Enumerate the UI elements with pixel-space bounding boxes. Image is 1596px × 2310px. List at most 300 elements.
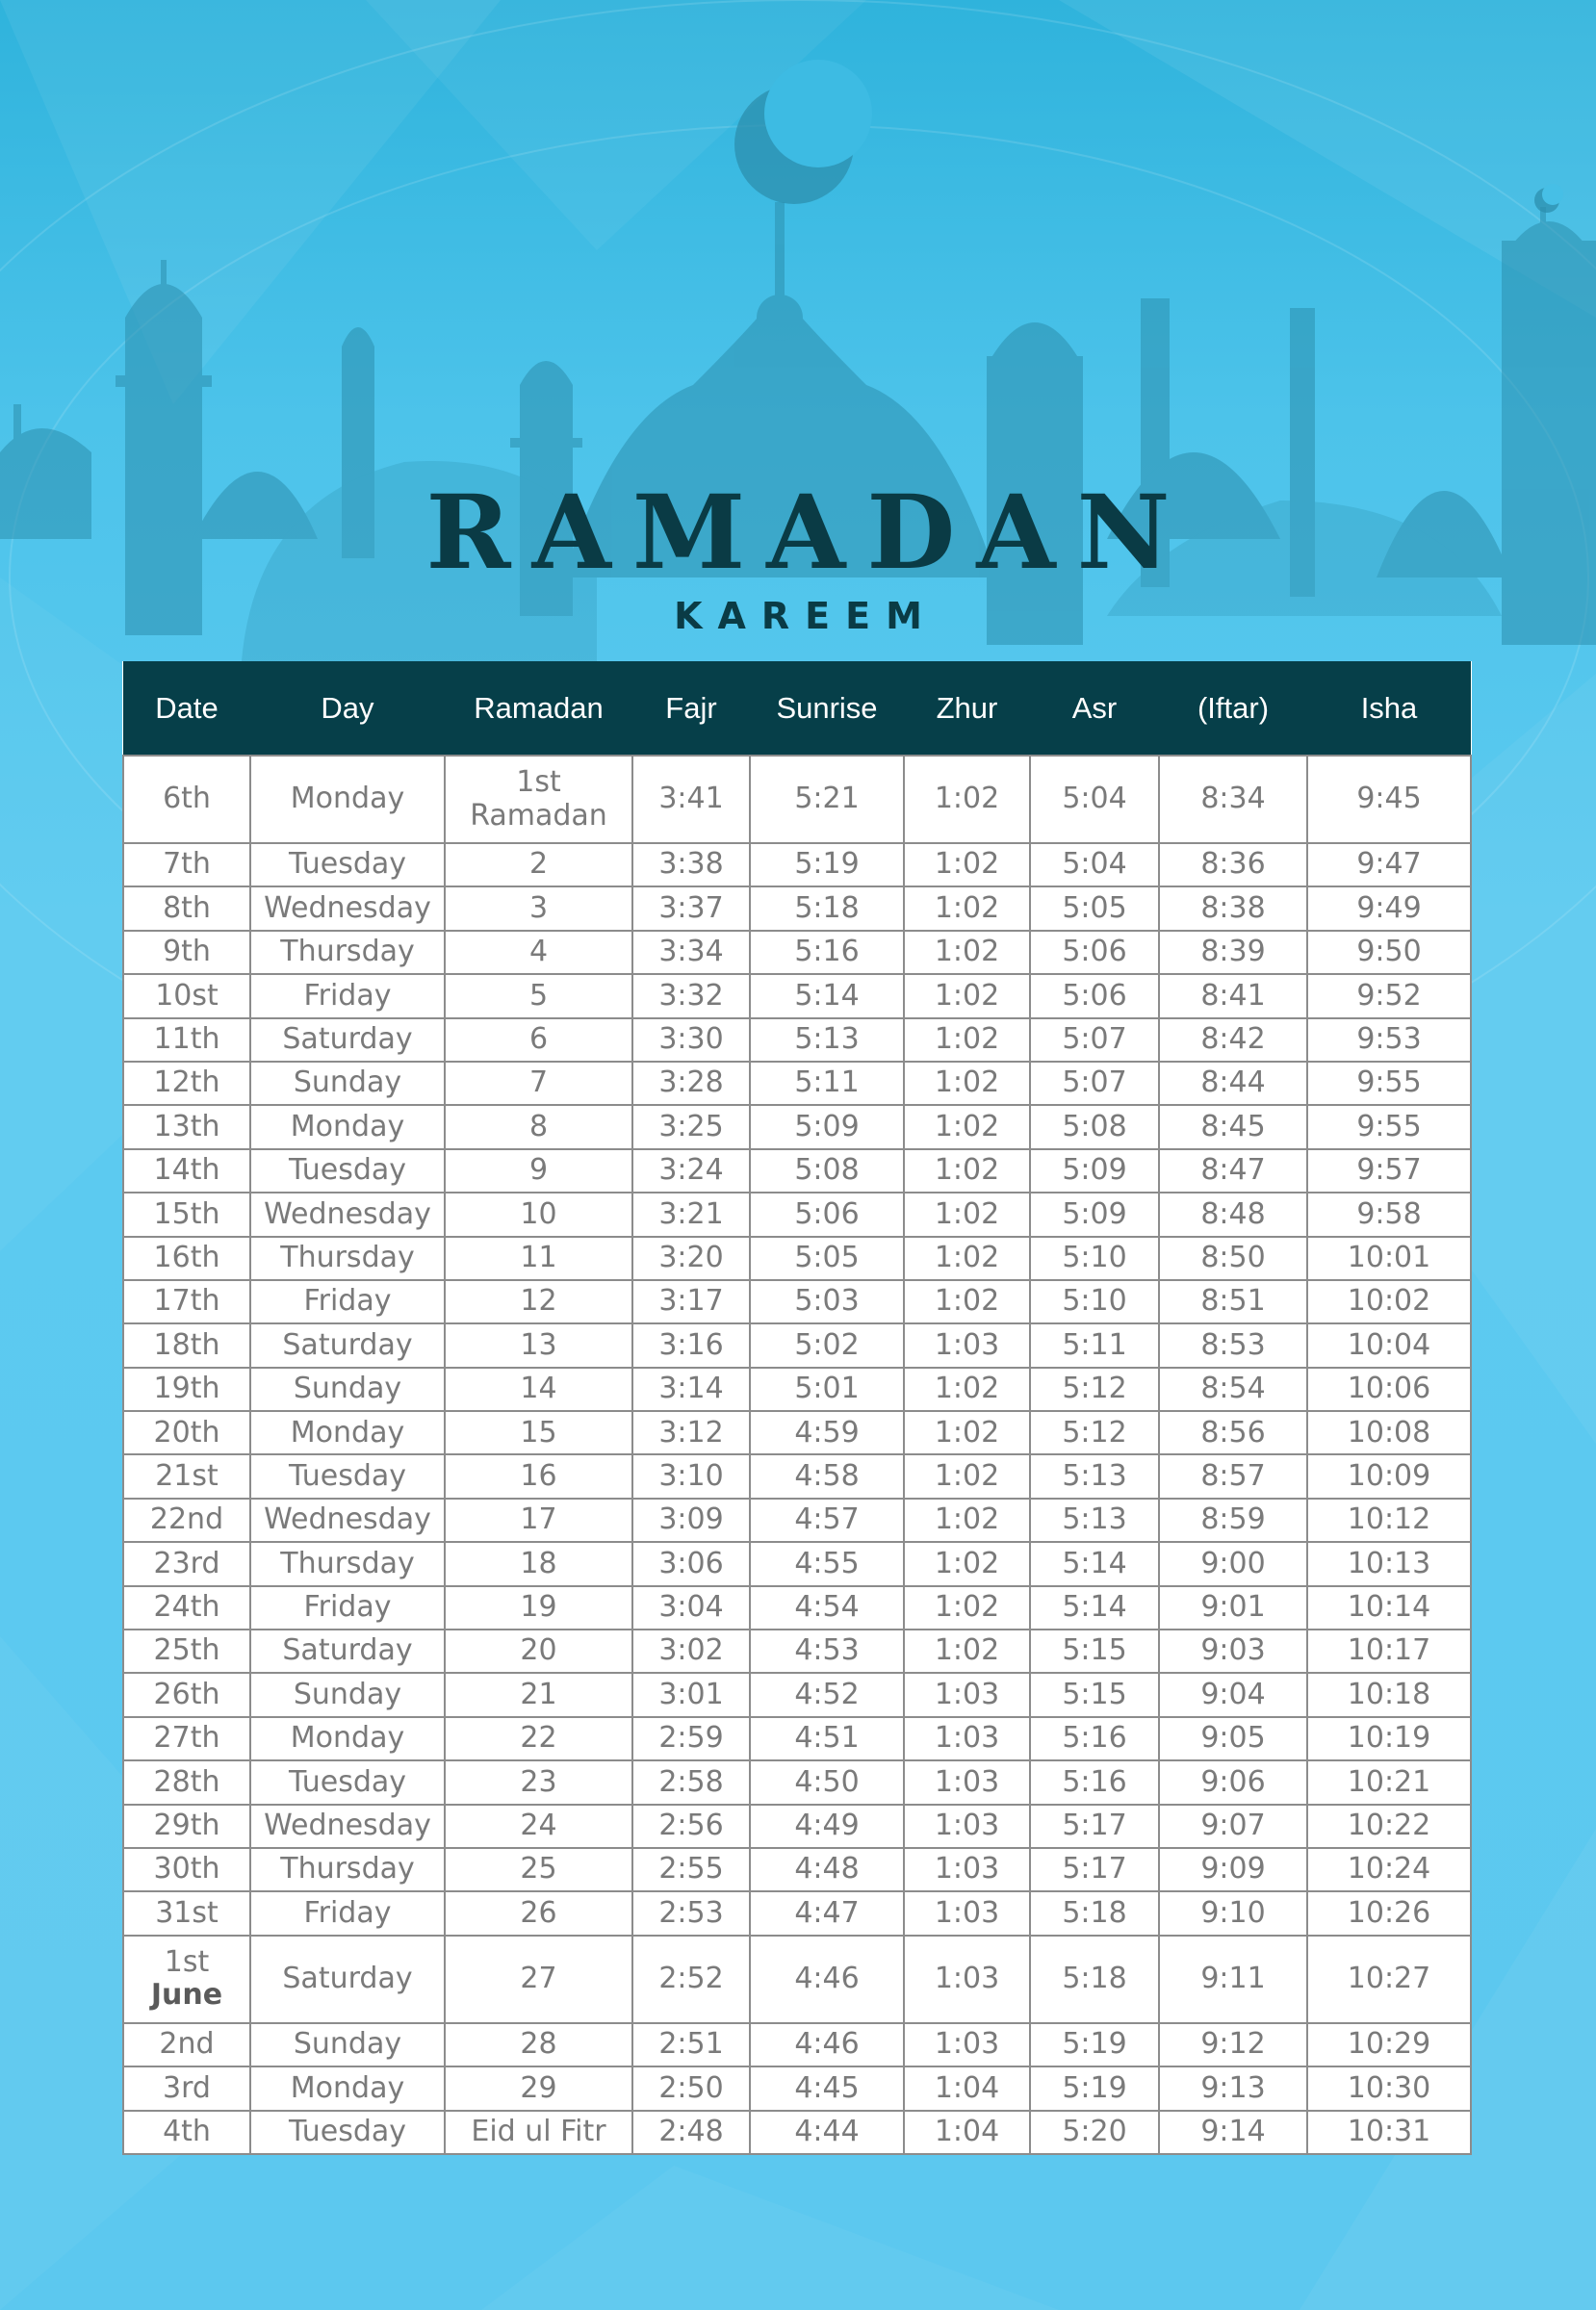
cell-ramadan-text: 1st: [516, 765, 561, 799]
cell-sunrise-text: 5:01: [794, 1372, 860, 1406]
table-row: [123, 1630, 1471, 1673]
cell-ramadan-text: 3: [528, 890, 549, 925]
cell-zhur: [904, 2023, 1030, 2066]
cell-day-text: Sunday: [293, 1372, 402, 1406]
cell-fajr: [632, 1717, 750, 1760]
cell-zhur: [904, 1368, 1030, 1411]
cell-ramadan: [445, 2111, 632, 2154]
cell-sunrise: [750, 1411, 904, 1454]
cell-ramadan: [445, 1936, 632, 2023]
cell-date-month: June: [150, 1978, 223, 2013]
cell-fajr-text: 3:04: [658, 1590, 724, 1625]
cell-day-text: Saturday: [282, 1327, 413, 1362]
cell-date-text: 3rd: [163, 2070, 211, 2105]
cell-asr: [1030, 1891, 1159, 1935]
cell-date: [123, 1062, 250, 1105]
cell-sunrise-text: 5:13: [794, 1022, 860, 1056]
cell-asr-text: 5:09: [1062, 1153, 1127, 1188]
cell-zhur-text: 1:02: [934, 978, 1000, 1013]
cell-isha: [1307, 1630, 1471, 1673]
table-row: [123, 1411, 1471, 1454]
cell-day-text: Tuesday: [288, 1153, 407, 1188]
cell-day-text: Sunday: [293, 1065, 402, 1100]
cell-sunrise: [750, 1936, 904, 2023]
cell-asr: [1030, 1237, 1159, 1280]
cell-day-text: Wednesday: [264, 890, 431, 925]
cell-sunrise: [750, 1323, 904, 1367]
cell-isha-text: 9:47: [1356, 847, 1422, 882]
cell-iftar-text: 8:41: [1200, 978, 1266, 1013]
cell-zhur: [904, 1499, 1030, 1542]
table-row: [123, 1062, 1471, 1105]
column-header: Zhur: [904, 661, 1030, 756]
cell-ramadan-text: 25: [520, 1852, 557, 1886]
cell-iftar: [1159, 1018, 1307, 1062]
table-row: [123, 1237, 1471, 1280]
cell-zhur: [904, 1891, 1030, 1935]
cell-isha: [1307, 1454, 1471, 1498]
cell-sunrise: [750, 974, 904, 1017]
cell-iftar: [1159, 1673, 1307, 1716]
cell-date-text: 29th: [153, 1809, 220, 1843]
cell-asr-text: 5:18: [1062, 1895, 1127, 1930]
cell-isha: [1307, 1805, 1471, 1848]
cell-sunrise-text: 4:53: [794, 1633, 860, 1668]
cell-sunrise-text: 4:55: [794, 1546, 860, 1580]
cell-sunrise: [750, 2111, 904, 2154]
cell-asr-text: 5:12: [1062, 1372, 1127, 1406]
cell-date: [123, 1499, 250, 1542]
cell-iftar: [1159, 1237, 1307, 1280]
column-header: Asr: [1030, 661, 1159, 756]
cell-iftar: [1159, 2111, 1307, 2154]
cell-isha: [1307, 1018, 1471, 1062]
table-row: [123, 1149, 1471, 1193]
cell-sunrise: [750, 1805, 904, 1848]
cell-date: [123, 1193, 250, 1236]
cell-date: [123, 1848, 250, 1891]
cell-iftar: [1159, 1411, 1307, 1454]
cell-zhur-text: 1:04: [934, 2070, 1000, 2105]
cell-day-text: Monday: [290, 782, 405, 816]
cell-ramadan-text: 27: [520, 1962, 557, 1996]
cell-asr: [1030, 1673, 1159, 1716]
cell-asr-text: 5:10: [1062, 1284, 1127, 1319]
cell-ramadan: [445, 1542, 632, 1585]
cell-day: [250, 974, 445, 1017]
cell-date-text: 25th: [153, 1633, 220, 1668]
cell-date-text: 19th: [153, 1372, 220, 1406]
cell-zhur: [904, 1673, 1030, 1716]
cell-date-text: 21st: [155, 1458, 219, 1493]
cell-fajr: [632, 1237, 750, 1280]
cell-iftar-text: 8:59: [1200, 1502, 1266, 1537]
cell-date-text: 30th: [153, 1852, 220, 1886]
cell-day: [250, 1149, 445, 1193]
cell-sunrise-text: 4:49: [794, 1809, 860, 1843]
cell-zhur-text: 1:02: [934, 1196, 1000, 1231]
cell-isha-text: 10:30: [1347, 2070, 1431, 2105]
cell-isha: [1307, 2111, 1471, 2154]
cell-iftar: [1159, 1891, 1307, 1935]
cell-iftar: [1159, 1323, 1307, 1367]
cell-ramadan: [445, 1499, 632, 1542]
cell-fajr-text: 3:24: [658, 1153, 724, 1188]
cell-day-text: Thursday: [280, 1546, 415, 1580]
cell-iftar: [1159, 2066, 1307, 2110]
cell-iftar: [1159, 1368, 1307, 1411]
cell-zhur-text: 1:03: [934, 1327, 1000, 1362]
cell-sunrise: [750, 1760, 904, 1804]
cell-fajr: [632, 1280, 750, 1323]
cell-day: [250, 2066, 445, 2110]
cell-isha: [1307, 1936, 1471, 2023]
cell-date-text: 1st: [164, 1944, 210, 1979]
table-row: [123, 1499, 1471, 1542]
table-row: [123, 1848, 1471, 1891]
cell-day-text: Friday: [303, 1284, 392, 1319]
cell-ramadan: [445, 2023, 632, 2066]
cell-day-text: Monday: [290, 1721, 405, 1756]
cell-iftar-text: 8:51: [1200, 1284, 1266, 1319]
cell-zhur: [904, 1848, 1030, 1891]
cell-fajr: [632, 1542, 750, 1585]
cell-iftar-text: 8:53: [1200, 1327, 1266, 1362]
cell-asr: [1030, 2066, 1159, 2110]
cell-ramadan-text: 2: [528, 847, 549, 882]
cell-asr-text: 5:13: [1062, 1458, 1127, 1493]
cell-date-text: 4th: [163, 2114, 211, 2148]
cell-isha: [1307, 1105, 1471, 1148]
cell-ramadan-text: 18: [520, 1546, 557, 1580]
cell-iftar: [1159, 931, 1307, 974]
cell-day: [250, 931, 445, 974]
cell-sunrise-text: 4:54: [794, 1590, 860, 1625]
table-row: [123, 1018, 1471, 1062]
cell-sunrise: [750, 1542, 904, 1585]
cell-asr: [1030, 1499, 1159, 1542]
cell-iftar-text: 8:45: [1200, 1109, 1266, 1143]
cell-day-text: Sunday: [293, 1677, 402, 1711]
cell-isha-text: 10:24: [1347, 1852, 1431, 1886]
cell-sunrise: [750, 1717, 904, 1760]
cell-sunrise-text: 4:57: [794, 1502, 860, 1537]
cell-ramadan: [445, 843, 632, 886]
table-row: [123, 756, 1471, 843]
cell-ramadan: [445, 1586, 632, 1630]
cell-asr-text: 5:17: [1062, 1809, 1127, 1843]
cell-isha: [1307, 1891, 1471, 1935]
page-title: RAMADAN: [425, 472, 1192, 592]
cell-sunrise-text: 5:14: [794, 978, 860, 1013]
cell-date-text: 16th: [153, 1240, 220, 1274]
cell-ramadan-text: 28: [520, 2027, 557, 2062]
table-row: [123, 843, 1471, 886]
cell-asr-text: 5:10: [1062, 1240, 1127, 1274]
cell-sunrise: [750, 1149, 904, 1193]
cell-sunrise-text: 4:47: [794, 1895, 860, 1930]
cell-sunrise-text: 4:46: [794, 2027, 860, 2062]
cell-date-text: 7th: [163, 847, 211, 882]
cell-isha: [1307, 1237, 1471, 1280]
cell-iftar-text: 9:05: [1200, 1721, 1266, 1756]
cell-sunrise: [750, 1018, 904, 1062]
cell-zhur-text: 1:02: [934, 1022, 1000, 1056]
cell-fajr-text: 3:30: [658, 1022, 724, 1056]
cell-zhur: [904, 1193, 1030, 1236]
cell-fajr-text: 2:59: [658, 1721, 724, 1756]
cell-isha: [1307, 974, 1471, 1017]
cell-asr-text: 5:17: [1062, 1852, 1127, 1886]
cell-iftar-text: 9:03: [1200, 1633, 1266, 1668]
cell-zhur: [904, 974, 1030, 1017]
cell-asr: [1030, 1542, 1159, 1585]
cell-asr: [1030, 1586, 1159, 1630]
cell-ramadan-text: 9: [528, 1153, 549, 1188]
cell-sunrise: [750, 1891, 904, 1935]
cell-ramadan-text: 23: [520, 1764, 557, 1799]
cell-sunrise-text: 5:09: [794, 1109, 860, 1143]
cell-day-text: Saturday: [282, 1962, 413, 1996]
cell-isha: [1307, 1586, 1471, 1630]
cell-iftar-text: 8:48: [1200, 1196, 1266, 1231]
cell-date-text: 24th: [153, 1590, 220, 1625]
cell-zhur: [904, 1630, 1030, 1673]
cell-asr: [1030, 1717, 1159, 1760]
cell-isha: [1307, 2023, 1471, 2066]
cell-fajr: [632, 1586, 750, 1630]
cell-isha-text: 9:49: [1356, 890, 1422, 925]
cell-iftar: [1159, 1454, 1307, 1498]
cell-ramadan: [445, 931, 632, 974]
cell-zhur-text: 1:02: [934, 1240, 1000, 1274]
cell-asr: [1030, 1280, 1159, 1323]
cell-isha: [1307, 2066, 1471, 2110]
cell-day-text: Monday: [290, 1415, 405, 1450]
cell-day: [250, 1586, 445, 1630]
cell-iftar-text: 9:01: [1200, 1590, 1266, 1625]
cell-day: [250, 1454, 445, 1498]
cell-ramadan: [445, 1323, 632, 1367]
cell-isha: [1307, 1149, 1471, 1193]
cell-iftar-text: 8:54: [1200, 1372, 1266, 1406]
cell-zhur: [904, 843, 1030, 886]
cell-zhur-text: 1:02: [934, 1502, 1000, 1537]
cell-fajr: [632, 1891, 750, 1935]
cell-iftar-text: 8:44: [1200, 1065, 1266, 1100]
cell-date-text: 26th: [153, 1677, 220, 1711]
cell-isha-text: 10:14: [1347, 1590, 1431, 1625]
cell-ramadan: [445, 1454, 632, 1498]
cell-ramadan-text: 24: [520, 1809, 557, 1843]
cell-date: [123, 1237, 250, 1280]
cell-fajr: [632, 1848, 750, 1891]
cell-iftar-text: 8:34: [1200, 782, 1266, 816]
cell-zhur: [904, 1805, 1030, 1848]
cell-asr-text: 5:07: [1062, 1022, 1127, 1056]
cell-isha-text: 10:01: [1347, 1240, 1431, 1274]
cell-asr: [1030, 2111, 1159, 2154]
cell-zhur-text: 1:04: [934, 2114, 1000, 2148]
cell-ramadan-text: 8: [528, 1109, 549, 1143]
cell-ramadan: [445, 1717, 632, 1760]
cell-asr: [1030, 1805, 1159, 1848]
cell-isha-text: 10:13: [1347, 1546, 1431, 1580]
cell-asr-text: 5:04: [1062, 782, 1127, 816]
table-row: [123, 1454, 1471, 1498]
cell-fajr-text: 3:06: [658, 1546, 724, 1580]
cell-asr: [1030, 1760, 1159, 1804]
cell-zhur-text: 1:03: [934, 1809, 1000, 1843]
cell-asr-text: 5:06: [1062, 978, 1127, 1013]
cell-ramadan: [445, 1630, 632, 1673]
cell-isha-text: 9:55: [1356, 1109, 1422, 1143]
cell-sunrise-text: 5:06: [794, 1196, 860, 1231]
cell-zhur-text: 1:02: [934, 1284, 1000, 1319]
cell-ramadan-text: 19: [520, 1590, 557, 1625]
cell-iftar-text: 8:38: [1200, 890, 1266, 925]
prayer-timetable: [122, 661, 1472, 2155]
cell-iftar-text: 9:07: [1200, 1809, 1266, 1843]
cell-date-text: 9th: [163, 935, 211, 969]
cell-zhur: [904, 931, 1030, 974]
cell-isha-text: 9:57: [1356, 1153, 1422, 1188]
table-row: [123, 931, 1471, 974]
cell-iftar-text: 9:13: [1200, 2070, 1266, 2105]
cell-fajr: [632, 2066, 750, 2110]
cell-ramadan: [445, 1193, 632, 1236]
cell-zhur-text: 1:02: [934, 890, 1000, 925]
cell-day: [250, 1280, 445, 1323]
cell-iftar-text: 9:14: [1200, 2114, 1266, 2148]
cell-zhur: [904, 2066, 1030, 2110]
table-row: [123, 1936, 1471, 2023]
cell-fajr-text: 3:14: [658, 1372, 724, 1406]
cell-asr-text: 5:14: [1062, 1590, 1127, 1625]
cell-isha-text: 10:09: [1347, 1458, 1431, 1493]
cell-iftar: [1159, 886, 1307, 930]
table-row: [123, 1105, 1471, 1148]
cell-ramadan: [445, 1848, 632, 1891]
cell-zhur-text: 1:03: [934, 1895, 1000, 1930]
cell-ramadan-text: 17: [520, 1502, 557, 1537]
page-subtitle: KAREEM: [674, 595, 938, 637]
cell-fajr: [632, 1499, 750, 1542]
cell-asr: [1030, 1848, 1159, 1891]
cell-zhur-text: 1:03: [934, 2027, 1000, 2062]
cell-isha-text: 10:21: [1347, 1764, 1431, 1799]
cell-iftar-text: 8:42: [1200, 1022, 1266, 1056]
cell-day: [250, 1542, 445, 1585]
cell-asr-text: 5:04: [1062, 847, 1127, 882]
cell-iftar-text: 8:36: [1200, 847, 1266, 882]
cell-sunrise-text: 4:51: [794, 1721, 860, 1756]
cell-sunrise-text: 5:02: [794, 1327, 860, 1362]
cell-iftar-text: 8:39: [1200, 935, 1266, 969]
cell-asr-text: 5:05: [1062, 890, 1127, 925]
cell-date-text: 6th: [163, 782, 211, 816]
cell-date-text: 23rd: [153, 1546, 220, 1580]
small-crescent-icon: [1534, 184, 1563, 213]
cell-day-text: Tuesday: [288, 1458, 407, 1493]
cell-isha: [1307, 1368, 1471, 1411]
cell-isha-text: 10:26: [1347, 1895, 1431, 1930]
cell-zhur: [904, 1717, 1030, 1760]
cell-isha: [1307, 1323, 1471, 1367]
cell-fajr: [632, 1323, 750, 1367]
cell-day: [250, 1237, 445, 1280]
cell-ramadan-text: 29: [520, 2070, 557, 2105]
cell-zhur: [904, 756, 1030, 843]
column-header: Isha: [1307, 661, 1471, 756]
cell-date-text: 14th: [153, 1153, 220, 1188]
table-row: [123, 886, 1471, 930]
cell-zhur: [904, 1936, 1030, 2023]
cell-ramadan-text: 11: [520, 1240, 557, 1274]
cell-asr-text: 5:20: [1062, 2114, 1127, 2148]
cell-isha-text: 10:19: [1347, 1721, 1431, 1756]
column-header: Ramadan: [445, 661, 632, 756]
cell-zhur: [904, 1237, 1030, 1280]
cell-ramadan-text: 4: [528, 935, 549, 969]
cell-ramadan: [445, 2066, 632, 2110]
cell-fajr-text: 2:56: [658, 1809, 724, 1843]
cell-date-text: 2nd: [159, 2027, 215, 2062]
cell-day-text: Monday: [290, 2070, 405, 2105]
cell-sunrise-text: 5:21: [794, 782, 860, 816]
cell-day: [250, 1368, 445, 1411]
table-row: [123, 1891, 1471, 1935]
cell-date: [123, 1717, 250, 1760]
cell-ramadan-text: 6: [528, 1022, 549, 1056]
cell-fajr-text: 3:32: [658, 978, 724, 1013]
cell-day-text: Wednesday: [264, 1502, 431, 1537]
cell-fajr: [632, 756, 750, 843]
cell-isha-text: 10:12: [1347, 1502, 1431, 1537]
cell-date: [123, 886, 250, 930]
cell-date: [123, 2066, 250, 2110]
cell-day-text: Tuesday: [288, 847, 407, 882]
cell-ramadan: [445, 1237, 632, 1280]
cell-date: [123, 2023, 250, 2066]
cell-date: [123, 1673, 250, 1716]
cell-iftar: [1159, 1062, 1307, 1105]
cell-asr-text: 5:19: [1062, 2070, 1127, 2105]
cell-iftar-text: 9:10: [1200, 1895, 1266, 1930]
cell-iftar: [1159, 1499, 1307, 1542]
cell-iftar-text: 8:57: [1200, 1458, 1266, 1493]
cell-day: [250, 1936, 445, 2023]
cell-date-text: 17th: [153, 1284, 220, 1319]
cell-fajr-text: 2:53: [658, 1895, 724, 1930]
table-row: [123, 1586, 1471, 1630]
cell-asr: [1030, 1105, 1159, 1148]
cell-asr: [1030, 974, 1159, 1017]
cell-iftar: [1159, 1630, 1307, 1673]
cell-iftar-text: 9:09: [1200, 1852, 1266, 1886]
table-row: [123, 1805, 1471, 1848]
table-row: [123, 1760, 1471, 1804]
cell-day: [250, 1673, 445, 1716]
cell-fajr-text: 3:21: [658, 1196, 724, 1231]
cell-asr-text: 5:15: [1062, 1677, 1127, 1711]
cell-iftar-text: 8:47: [1200, 1153, 1266, 1188]
cell-day-text: Friday: [303, 1895, 392, 1930]
cell-ramadan: [445, 1411, 632, 1454]
cell-sunrise: [750, 1454, 904, 1498]
timetable-container: [122, 661, 1470, 2155]
cell-iftar: [1159, 1717, 1307, 1760]
